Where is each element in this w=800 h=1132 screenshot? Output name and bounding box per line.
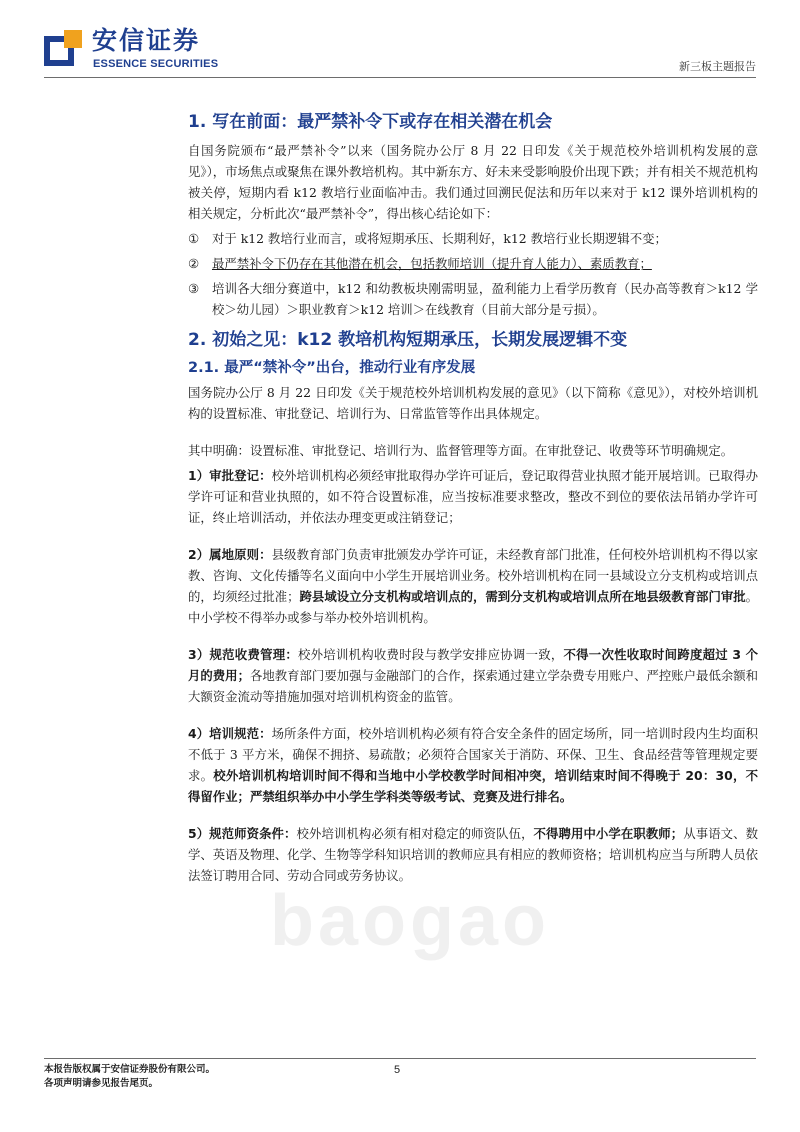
section-2-title: 2. 初始之见：k12 教培机构短期承压，长期发展逻辑不变 [188,330,628,350]
rule-text: 校外培训机构收费时段与教学安排应协调一致， [298,647,564,662]
rule-text: 县级教育部门负责审批颁发办学许可证，未经教育部门批准，任何校外培训机构不得以家教、咨询、文化传播等名义面向中小学生开展培训业务。校外培训机构在同一县域设立分支机构或培训点的，均须经过批准； [188,547,759,604]
rule-text: 校外培训机构必须经审批取得办学许可证后，登记取得营业执照才能开展培训。已取得办学许可证和营业执照的，如不符合设置标准，应当按标准要求整改，整改不到位的要依法吊销办学许可证，终止培训活动，并依法办理变更或注销登记； [188,468,759,525]
rule-teachers [188,823,758,886]
list-number: ② [188,256,200,271]
list-text [212,256,652,271]
page-header [0,0,800,80]
rule-label: 1）审批登记： [188,468,272,483]
list-text: 对于 k12 教培行业而言，或将短期承压、长期利好，k12 教培行业长期逻辑不变； [212,231,667,246]
rule-fees [188,644,758,707]
rule-emphasis: 不得一次性收取时间跨度超过 3 个月的费用； [188,647,759,683]
report-type: 新三板主题报告 [679,60,756,73]
page-number: 5 [394,1064,401,1076]
footer-copyright: 本报告版权属于安信证券股份有限公司。 [44,1064,216,1075]
paragraph: 其中明确：设置标准、审批登记、培训行为、监督管理等方面。在审批登记、收费等环节明确规定。 [188,443,734,458]
logo-chinese-name: 安信证券 [92,26,201,55]
rule-emphasis: 不得聘用中小学在职教师； [533,826,684,841]
list-item [188,253,758,274]
rule-approval [188,465,758,528]
list-text-underlined: 教师培训（提升育人能力）、素质教育； [435,256,652,271]
paragraph: 国务院办公厅 8 月 22 日印发《关于规范校外培训机构发展的意见》（以下简称《意见》），对校外培训机构的设置标准、审批登记、培训行为、日常监管等作出具体规定。 [188,385,758,421]
rule-text-tail: 从事语文、数学、英语及物理、化学、生物等学科知识培训的教师应具有相应的教师资格；培训机构应当与所聘人员依法签订聘用合同、劳动合同或劳务协议。 [188,826,759,883]
list-text: 培训各大细分赛道中，k12 和幼教板块刚需明显，盈利能力上看学历教育（民办高等教育＞k12 学校＞幼儿园）＞职业教育＞k12 培训＞在线教育（目前大部分是亏损）。 [212,281,758,317]
rule-emphasis: 校外培训机构培训时间不得和当地中小学校教学时间相冲突，培训结束时间不得晚于 20：30，不得留作业；严禁组织举办中小学生学科类等级考试、竞赛及进行排名。 [188,768,758,804]
conclusion-list [188,228,758,320]
essence-logo-icon [44,28,84,68]
watermark: baogao [270,881,551,961]
list-text-part: 最严禁补令下仍存在其他潜在机会，包括 [212,256,436,271]
list-item [188,228,758,249]
report-body [188,110,758,886]
rule-label: 2）属地原则： [188,547,272,562]
rule-emphasis: 跨县域设立分支机构或培训点的，需到分支机构或培训点所在地县级教育部门审批 [299,589,746,604]
footer-disclaimer [44,1063,215,1091]
rule-territorial [188,544,758,628]
logo-english-name: ESSENCE SECURITIES [93,58,219,70]
list-number: ① [188,231,200,246]
section-1-title: 1. 写在前面：最严禁补令下或存在相关潜在机会 [188,112,553,132]
header-divider [44,77,756,78]
list-number: ③ [188,281,200,296]
rule-text: 校外培训机构必须有相对稳定的师资队伍， [296,826,534,841]
rule-text-tail: 各地教育部门要加强与金融部门的合作，探索通过建立学杂费专用账户、严控账户最低余额和大额资金流动等措施加强对培训机构资金的监管。 [188,668,759,704]
section-1-intro: 自国务院颁布“最严禁补令”以来（国务院办公厅 8 月 22 日印发《关于规范校外培训机构发展的意见》），市场焦点或聚焦在课外教培机构。其中新东方、好未来受影响股价出现下跌；并有相关不规范机构被关停，短期内看 k12 教培行业面临冲击。我们通过回溯民促法和历年以来对于 k12 课外培训机构的相关规定，分析此次“最严禁补令”，得出核心结论如下： [188,143,758,221]
list-item [188,278,758,320]
rule-text-tail: 。中小学校不得举办或参与举办校外培训机构。 [188,589,759,625]
section-2-1-title: 2.1. 最严“禁补令”出台，推动行业有序发展 [188,360,476,376]
rule-text: 场所条件方面，校外培训机构必须有符合安全条件的固定场所，同一培训时段内生均面积不低于 3 平方米，确保不拥挤、易疏散；必须符合国家关于消防、环保、卫生、食品经营等管理规定要求。 [188,726,759,783]
footer-note: 各项声明请参见报告尾页。 [44,1078,159,1089]
rule-label: 5）规范师资条件： [188,826,297,841]
rule-training [188,723,758,807]
rule-label: 3）规范收费管理： [188,647,299,662]
footer-divider [44,1058,756,1059]
rule-label: 4）培训规范： [188,726,272,741]
